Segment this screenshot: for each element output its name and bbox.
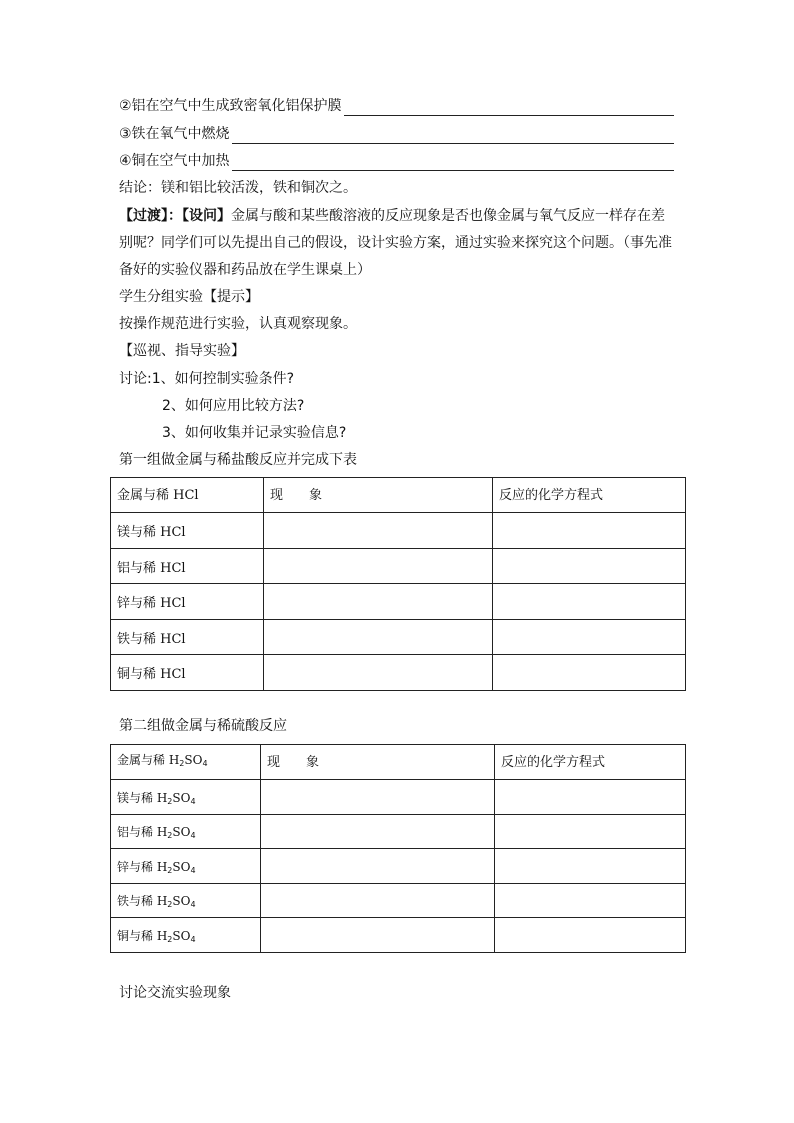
item-copper-line bbox=[119, 151, 674, 171]
table-row bbox=[111, 584, 686, 620]
table-row bbox=[111, 620, 686, 655]
equation-cell[interactable] bbox=[495, 849, 686, 884]
table-row bbox=[111, 918, 686, 953]
equation-cell[interactable] bbox=[493, 513, 686, 549]
transition-paragraph-line3: 备好的实验仪器和药品放在学生课桌上） bbox=[119, 262, 371, 278]
follow-rules-text: 按操作规范进行实验，认真观察现象。 bbox=[119, 316, 357, 332]
table-row-label: 铜与稀 $H_2SO_4$ bbox=[111, 918, 261, 953]
table-row-label: 锌与稀 HCl bbox=[111, 584, 264, 620]
discussion-item-1: 讨论:1、如何控制实验条件? bbox=[119, 371, 295, 387]
table-row bbox=[111, 884, 686, 918]
item-copper-text: ④铜在空气中加热 bbox=[119, 153, 230, 169]
table-row-label: 铝与稀 HCl bbox=[111, 549, 264, 584]
table-row bbox=[111, 815, 686, 849]
observation-cell[interactable] bbox=[264, 620, 493, 655]
item-iron-text: ③铁在氧气中燃烧 bbox=[119, 126, 230, 142]
observation-cell[interactable] bbox=[261, 815, 495, 849]
observation-cell[interactable] bbox=[264, 584, 493, 620]
table-row bbox=[111, 549, 686, 584]
item-aluminum-line bbox=[119, 96, 674, 116]
conclusion-text: 结论：镁和铝比较活泼，铁和铜次之。 bbox=[119, 180, 357, 196]
item-iron-line bbox=[119, 124, 674, 144]
table-row-label: 镁与稀 HCl bbox=[111, 513, 264, 549]
table-header-cell: 反应的化学方程式 bbox=[493, 478, 686, 513]
observation-cell[interactable] bbox=[261, 780, 495, 815]
table-header-row bbox=[111, 745, 686, 780]
h2so4-reaction-table bbox=[110, 744, 686, 953]
transition-tag: 【过渡】 bbox=[119, 208, 168, 224]
footer-discussion-text: 讨论交流实验现象 bbox=[119, 985, 231, 1001]
group1-title: 第一组做金属与稀盐酸反应并完成下表 bbox=[119, 452, 357, 468]
transition-text: 金属与酸和某些酸溶液的反应现象是否也像金属与氧气反应一样存在差 bbox=[231, 208, 665, 224]
discussion-item-2: 2、如何应用比较方法? bbox=[162, 398, 305, 414]
transition-paragraph-line2: 别呢？同学们可以先提出自己的假设，设计实验方案，通过实验来探究这个问题。（事先准 bbox=[119, 235, 672, 251]
group2-title: 第二组做金属与稀硫酸反应 bbox=[119, 718, 287, 734]
table-row bbox=[111, 513, 686, 549]
equation-cell[interactable] bbox=[495, 780, 686, 815]
table-header-cell: 金属与稀 $H_2SO_4$ bbox=[111, 745, 261, 780]
table-row-label: 铝与稀 $H_2SO_4$ bbox=[111, 815, 261, 849]
table-row-label: 铁与稀 $H_2SO_4$ bbox=[111, 884, 261, 918]
table-row-label: 镁与稀 $H_2SO_4$ bbox=[111, 780, 261, 815]
observation-cell[interactable] bbox=[264, 655, 493, 691]
transition-paragraph-line1 bbox=[119, 206, 665, 226]
table-header-cell: 反应的化学方程式 bbox=[495, 745, 686, 780]
discussion-item-3: 3、如何收集并记录实验信息? bbox=[162, 425, 347, 441]
table-header-row bbox=[111, 478, 686, 513]
answer-blank[interactable] bbox=[232, 127, 674, 144]
group-experiment-text: 学生分组实验【提示】 bbox=[119, 289, 259, 305]
equation-cell[interactable] bbox=[493, 584, 686, 620]
equation-cell[interactable] bbox=[493, 549, 686, 584]
observation-cell[interactable] bbox=[261, 884, 495, 918]
observation-cell[interactable] bbox=[261, 918, 495, 953]
answer-blank[interactable] bbox=[232, 154, 674, 171]
item-aluminum-text: ②铝在空气中生成致密氧化铝保护膜 bbox=[119, 98, 342, 114]
table-row bbox=[111, 849, 686, 884]
equation-cell[interactable] bbox=[495, 918, 686, 953]
equation-cell[interactable] bbox=[495, 815, 686, 849]
equation-cell[interactable] bbox=[493, 620, 686, 655]
answer-blank[interactable] bbox=[344, 99, 674, 116]
table-row-label: 铁与稀 HCl bbox=[111, 620, 264, 655]
table-row-label: 锌与稀 $H_2SO_4$ bbox=[111, 849, 261, 884]
table-row bbox=[111, 780, 686, 815]
table-row-label: 铜与稀 HCl bbox=[111, 655, 264, 691]
table-row bbox=[111, 655, 686, 691]
question-tag: ：【设问】 bbox=[168, 208, 231, 224]
table-header-cell: 金属与稀 HCl bbox=[111, 478, 264, 513]
equation-cell[interactable] bbox=[493, 655, 686, 691]
table-header-cell: 现 象 bbox=[261, 745, 495, 780]
observation-cell[interactable] bbox=[264, 513, 493, 549]
observation-cell[interactable] bbox=[264, 549, 493, 584]
table-header-cell: 现 象 bbox=[264, 478, 493, 513]
hcl-reaction-table bbox=[110, 477, 686, 691]
observation-cell[interactable] bbox=[261, 849, 495, 884]
equation-cell[interactable] bbox=[495, 884, 686, 918]
patrol-text: 【巡视、指导实验】 bbox=[119, 343, 245, 359]
